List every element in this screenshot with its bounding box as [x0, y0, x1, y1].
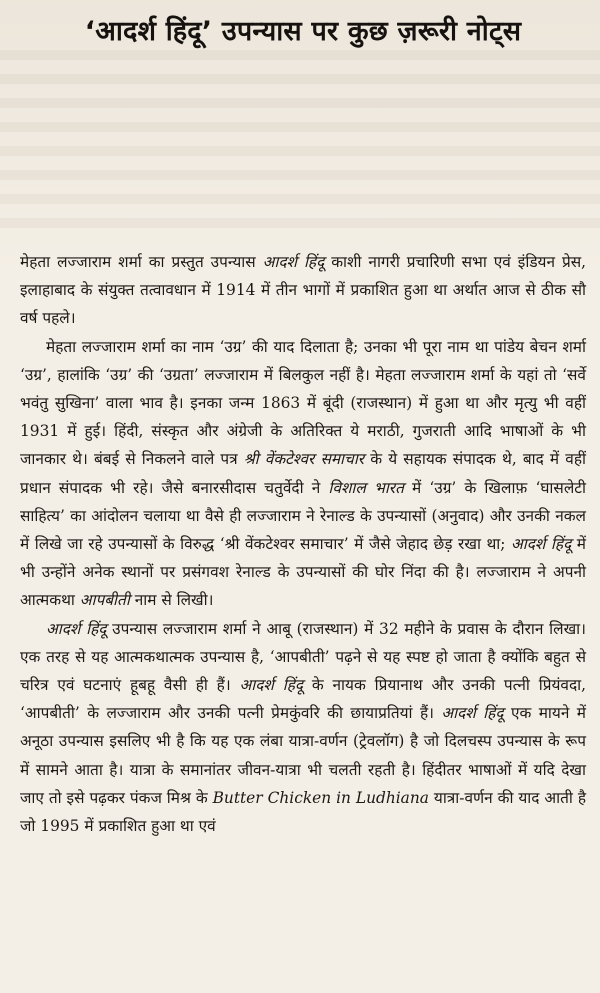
italic-title-text: आदर्श हिंदू — [262, 253, 325, 271]
paragraph-text: के ये सहायक संपादक थे, बाद में वहीं प्रधान संपादक भी रहे। जैसे बनारसीदास चतुर्वेदी ने — [20, 450, 586, 497]
paragraph-text: काशी नागरी प्रचारिणी सभा एवं इंडियन प्रेस, इलाहाबाद के संयुक्त तत्वावधान में 1914 में तीन भागों में प्रकाशित हुआ था अर्थात आज से ठीक सौ वर्ष पहले। — [20, 253, 587, 328]
italic-title-text: आदर्श हिंदू — [511, 535, 572, 554]
paragraph-text: यात्रा-वर्णन की याद आती है जो 1995 में प्रकाशित हुआ था एवं — [20, 788, 586, 836]
paragraph-text: नाम से लिखी। — [129, 591, 214, 610]
paragraph — [20, 333, 586, 615]
page-title: ‘आदर्श हिंदू’ उपन्यास पर कुछ ज़रूरी नोट्स — [84, 16, 522, 47]
paragraph — [20, 248, 586, 333]
paragraph-text: के नायक प्रियानाथ और उनकी पत्नी प्रियंवदा, ‘आपबीती’ के लज्जाराम और उनकी पत्नी प्रेमकुंवरि की छायाप्रतियां हैं। — [20, 676, 587, 723]
italic-title-text: Butter Chicken in Ludhiana — [212, 788, 429, 807]
paragraph — [20, 615, 586, 841]
paragraph-text: मेहता लज्जाराम शर्मा का प्रस्तुत उपन्यास — [20, 253, 263, 271]
page-body — [20, 248, 586, 840]
paragraph-text: में ‘उग्र’ के खिलाफ़ ‘घासलेटी साहित्य’ का आंदोलन चलाया था वैसे ही लज्जाराम ने रेनाल्ड के उपन्यासों (अनुवाद) और उनकी नकल में लिखे जा रहे उपन्यासों के विरुद्ध ‘श्री वेंकटेश्वर समाचार’ में जैसे जेहाद छेड़ रखा था; — [20, 478, 587, 554]
italic-title-text: आपबीती — [79, 591, 130, 610]
italic-title-text: श्री वेंकटेश्वर समाचार — [243, 450, 365, 469]
paragraph-text: उपन्यास लज्जाराम शर्मा ने आबू (राजस्थान) में 32 महीने के प्रवास के दौरान लिखा। एक तरह से यह आत्मकथात्मक उपन्यास है, ‘आपबीती’ पढ़ने से यह स्पष्ट हो जाता है क्योंकि बहुत से चरित्र एवं घटनाएं हूबहू वैसी ही हैं। — [20, 619, 586, 695]
paragraph-text: मेहता लज्जाराम शर्मा का नाम ‘उग्र’ की याद दिलाता है; उनका भी पूरा नाम था पांडेय बेचन शर्मा ‘उग्र’, हालांकि ‘उग्र’ की ‘उग्रता’ लज्जाराम में बिलकुल नहीं है। मेहता लज्जाराम शर्मा के यहां तो ‘सर्वे भवंतु सुखिना’ वाला भाव है। इनका जन्म 1863 में बूंदी (राजस्थान) में हुआ था और मृत्यु भी वहीं 1931 में हुई। हिंदी, संस्कृत और अंग्रेजी के अतिरिक्त ये मराठी, गुजराती आदि भाषाओं के भी जानकार थे। बंबई से निकलने वाले पत्र — [20, 337, 586, 469]
bleed-through-text — [0, 50, 600, 240]
paragraph-text: में भी उन्होंने अनेक स्थानों पर प्रसंगवश रेनाल्ड के उपन्यासों की घोर निंदा की है। लज्जाराम ने अपनी आत्मकथा — [20, 535, 586, 610]
paragraph-text: एक मायने में अनूठा उपन्यास इसलिए भी है कि यह एक लंबा यात्रा-वर्णन (ट्रेवलॉग) है जो दिलचस्प उपन्यास के रूप में सामने आता है। यात्रा के समानांतर जीवन-यात्रा भी चलती रहती है। हिंदीतर भाषाओं में यदि देखा जाए तो इसे पढ़कर पंकज मिश्र के — [20, 704, 587, 807]
italic-title-text: आदर्श हिंदू — [46, 619, 107, 638]
italic-title-text: आदर्श हिंदू — [239, 676, 304, 695]
italic-title-text: आदर्श हिंदू — [441, 704, 504, 723]
italic-title-text: विशाल भारत — [328, 478, 404, 497]
